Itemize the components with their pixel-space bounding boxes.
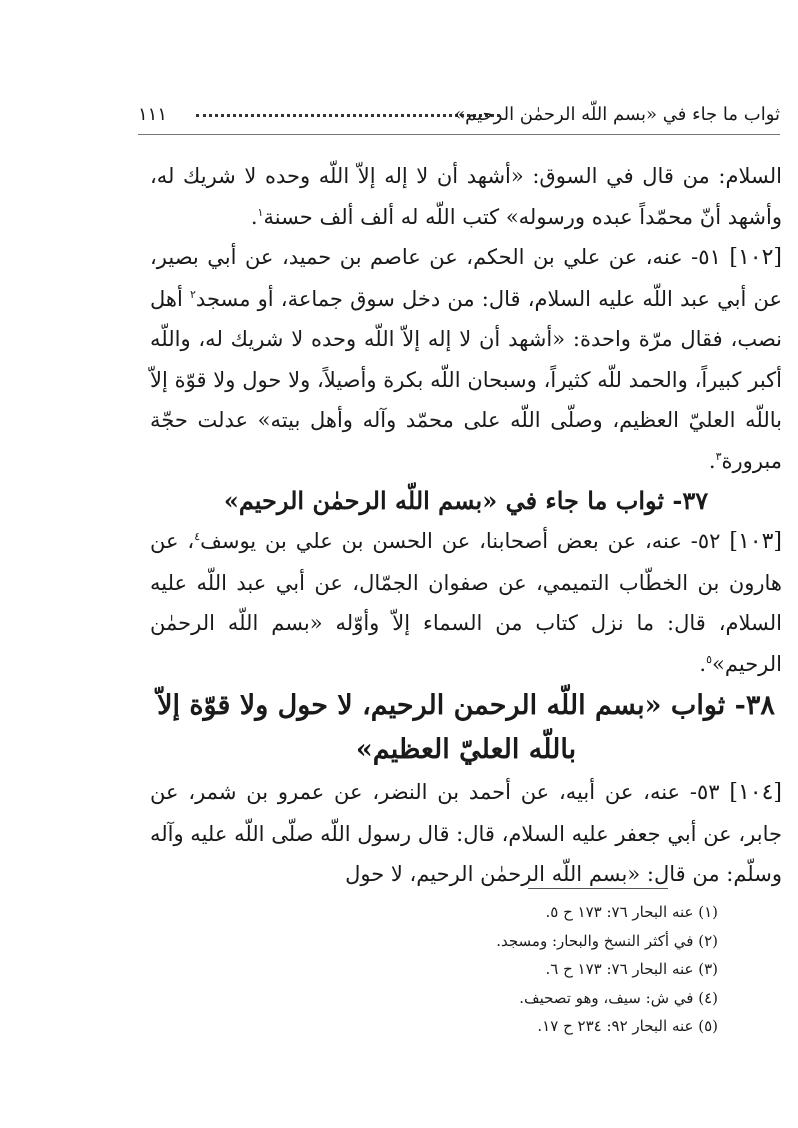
footnote-1: (١) عنه البحار ٧٦: ١٧٣ ح ٥. xyxy=(545,903,718,921)
footnote-2: (٢) في أكثر النسخ والبحار: ومسجد. xyxy=(496,931,718,950)
footnotes xyxy=(318,898,718,1041)
footnote-separator xyxy=(528,888,668,889)
running-title: ثواب ما جاء في «بسم اللّه الرحمٰن الرحيم» xyxy=(454,104,780,125)
hadith-103: [١٠٣] ٥٢- عنه، عن بعض أصحابنا، عن الحسن بن علي بن يوسف$^٤$، عن هارون بن الخطّاب التميمي، عن صفوان الجمّال، عن أبي عبد اللّه عليه السلام، قال: ما نزل كتاب من السماء إلاّ وأوّله «بسم اللّه الرحمٰن الرحيم»$^٥$. xyxy=(150,529,782,676)
footnote-3: (٣) عنه البحار ٧٦: ١٧٣ ح ٦. xyxy=(545,960,718,978)
footnote-ref: ٥ xyxy=(706,652,713,666)
hadith-number: [١٠٢] xyxy=(729,245,783,270)
hadith-104: [١٠٤] ٥٣- عنه، عن أبيه، عن أحمد بن النضر، عن عمرو بن شمر، عن جابر، عن أبي جعفر عليه السلام، قال: قال رسول اللّه صلّى اللّه عليه وآله وسلّم: من قال: «بسم اللّه الرحمٰن الرحيم، لا حول xyxy=(150,780,782,886)
page-header xyxy=(138,100,780,134)
chapter-heading-37: ٣٧- ثواب ما جاء في «بسم اللّه الرحمٰن الرحيم» xyxy=(223,486,709,515)
footnote-ref: ٤ xyxy=(194,530,201,543)
paragraph-continuation: السلام: من قال في السوق: «أشهد أن لا إله إلاّ اللّه وحده لا شريك له، وأشهد أنّ محمّداً عبده ورسوله» كتب اللّه له ألف ألف حسنة$^١$. xyxy=(150,164,782,229)
footnote-ref: ٣ xyxy=(715,449,722,463)
page-number: ١١١ xyxy=(138,104,168,125)
hadith-number: [١٠٣] xyxy=(729,529,782,554)
hadith-number: [١٠٤] xyxy=(729,780,782,805)
header-rule xyxy=(138,134,780,135)
footnote-5: (٥) عنه البحار ٩٢: ٢٣٤ ح ١٧. xyxy=(537,1017,718,1035)
main-text xyxy=(150,156,782,895)
footnote-4: (٤) في ش: سيف، وهو تصحيف. xyxy=(519,988,718,1007)
footnote-ref: ٢ xyxy=(190,287,196,301)
footnote-ref: ١ xyxy=(257,205,264,219)
hadith-102: [١٠٢] ٥١- عنه، عن علي بن الحكم، عن عاصم بن حميد، عن أبي بصير، عن أبي عبد اللّه عليه السلام، قال: من دخل سوق جماعة، أو مسجد$^٢$ أهل نصب، فقال مرّة واحدة: «أشهد أن لا إله إلاّ اللّه وحده لا شريك له، واللّه أكبر كبيراً، والحمد للّه كثيراً، وسبحان اللّه بكرة وأصيلاً، ولا حول ولا قوّة إلاّ باللّه العليّ العظيم، وصلّى اللّه على محمّد وآله وأهل بيته» عدلت حجّة مبرورة$^٣$. xyxy=(150,245,783,473)
chapter-heading-38: ٣٨- ثواب «بسم اللّه الرحمن الرحيم، لا حول ولا قوّة إلاّ باللّه العليّ العظيم» xyxy=(157,690,775,765)
